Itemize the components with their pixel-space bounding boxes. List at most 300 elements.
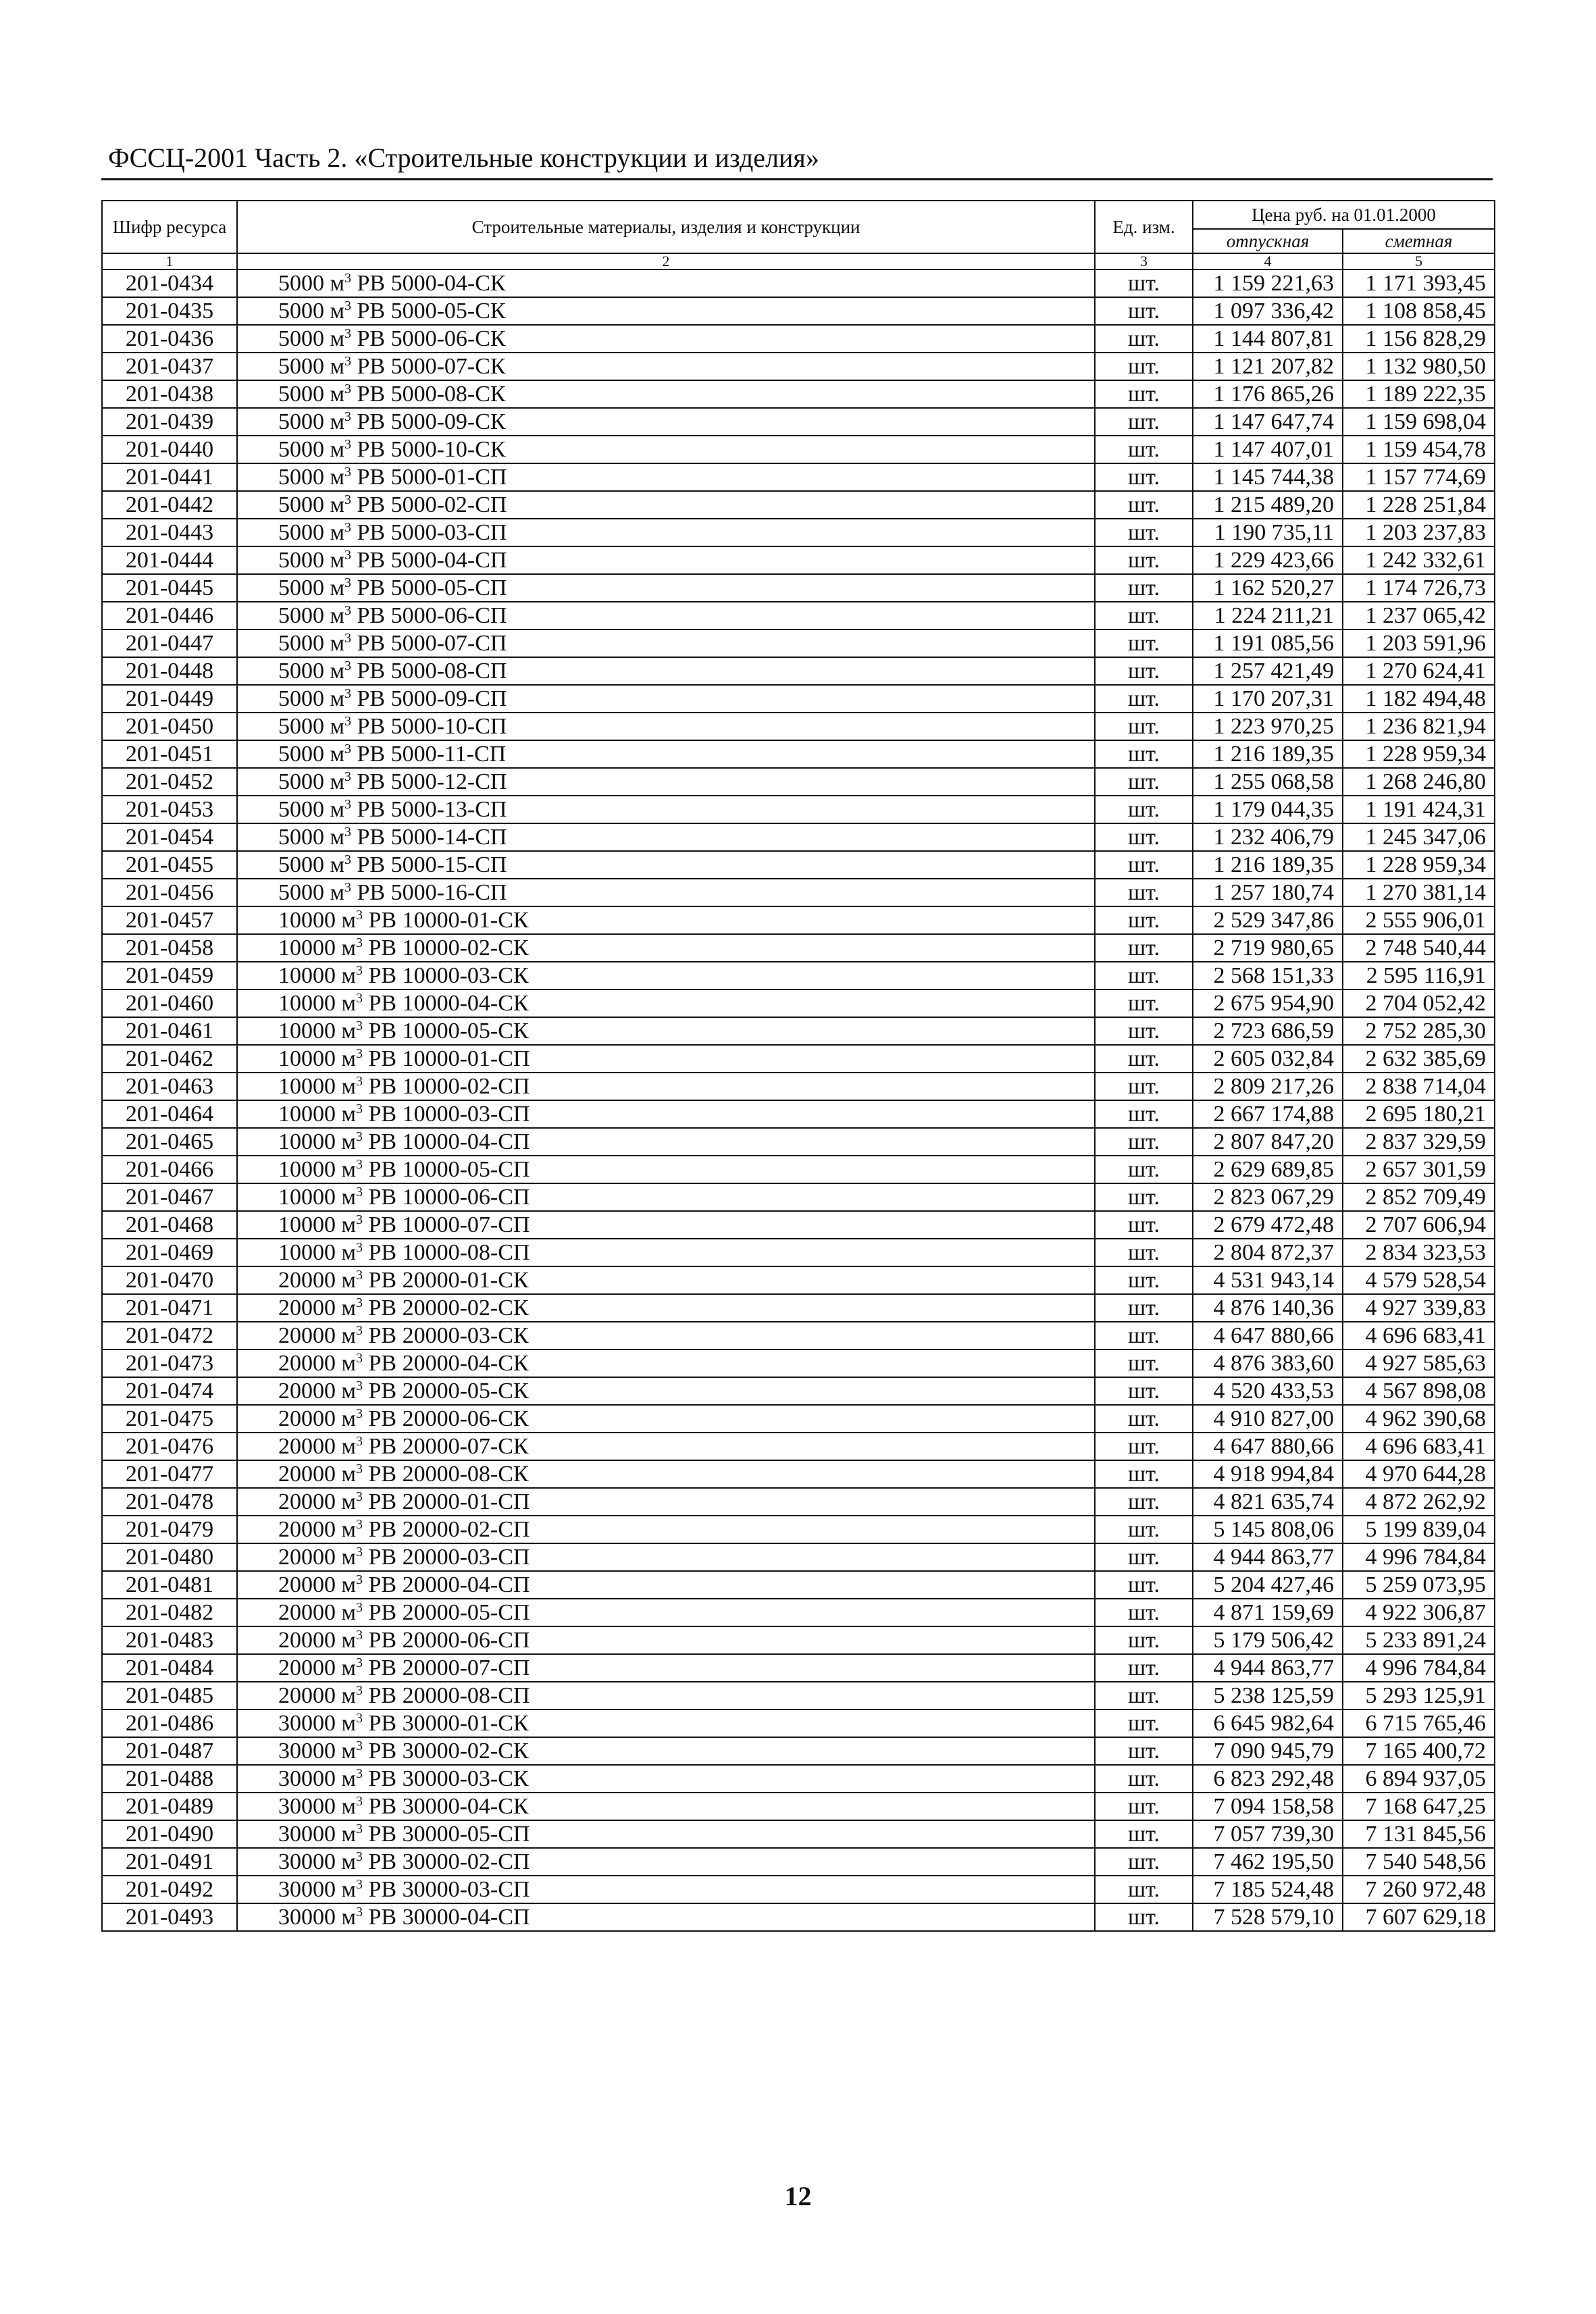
- resource-code: 201-0471: [102, 1294, 237, 1322]
- material-name: [237, 1599, 1095, 1626]
- table-row: [102, 491, 1495, 519]
- material-model: РВ 10000-05-СК: [363, 1018, 529, 1044]
- unit-of-measure: шт.: [1095, 1765, 1193, 1793]
- table-row: [102, 1045, 1495, 1073]
- resource-code: 201-0452: [102, 768, 237, 796]
- material-name: [237, 879, 1095, 906]
- table-row: [102, 1488, 1495, 1516]
- table-row: [102, 1183, 1495, 1211]
- price-estimate: 2 704 052,42: [1343, 989, 1495, 1017]
- material-volume: 20000 м: [278, 1267, 357, 1293]
- resource-code: 201-0489: [102, 1793, 237, 1820]
- table-row: [102, 1211, 1495, 1239]
- unit-of-measure: шт.: [1095, 1903, 1193, 1931]
- material-name: [237, 1654, 1095, 1682]
- price-estimate: 1 228 959,34: [1343, 740, 1495, 768]
- material-volume: 20000 м: [278, 1516, 357, 1542]
- material-name: [237, 740, 1095, 768]
- price-release: 2 723 686,59: [1193, 1017, 1343, 1045]
- unit-of-measure: шт.: [1095, 823, 1193, 851]
- material-name: [237, 629, 1095, 657]
- table-row: [102, 1654, 1495, 1682]
- table-row: [102, 1100, 1495, 1128]
- table-row: [102, 1516, 1495, 1543]
- material-volume: 20000 м: [278, 1406, 357, 1431]
- table-row: [102, 1460, 1495, 1488]
- price-release: 4 647 880,66: [1193, 1322, 1343, 1349]
- col-number: 3: [1095, 253, 1193, 269]
- material-volume: 30000 м: [278, 1793, 357, 1819]
- unit-of-measure: шт.: [1095, 380, 1193, 408]
- price-release: 7 090 945,79: [1193, 1737, 1343, 1765]
- resource-code: 201-0449: [102, 685, 237, 713]
- table-row: [102, 740, 1495, 768]
- table-row: [102, 1820, 1495, 1848]
- unit-of-measure: шт.: [1095, 1211, 1193, 1239]
- material-name: [237, 491, 1095, 519]
- price-release: 5 204 427,46: [1193, 1571, 1343, 1599]
- material-name: [237, 1322, 1095, 1349]
- resource-code: 201-0486: [102, 1709, 237, 1737]
- material-model: РВ 5000-10-СК: [351, 436, 506, 462]
- material-volume: 30000 м: [278, 1821, 357, 1847]
- material-name: [237, 1211, 1095, 1239]
- table-row: [102, 1848, 1495, 1876]
- price-estimate: 1 189 222,35: [1343, 380, 1495, 408]
- price-release: 2 804 872,37: [1193, 1239, 1343, 1266]
- material-volume: 5000 м: [278, 879, 345, 905]
- table-row: [102, 1349, 1495, 1377]
- material-volume: 20000 м: [278, 1433, 357, 1459]
- unit-exponent: 3: [356, 935, 363, 950]
- material-name: [237, 436, 1095, 463]
- resource-code: 201-0442: [102, 491, 237, 519]
- material-name: [237, 906, 1095, 934]
- material-name: [237, 1377, 1095, 1405]
- material-name: [237, 1765, 1095, 1793]
- unit-exponent: 3: [356, 1821, 363, 1836]
- table-row: [102, 657, 1495, 685]
- price-release: 2 675 954,90: [1193, 989, 1343, 1017]
- unit-of-measure: шт.: [1095, 740, 1193, 768]
- material-model: РВ 30000-04-СП: [363, 1904, 530, 1930]
- table-row: [102, 546, 1495, 574]
- unit-exponent: 3: [356, 1738, 363, 1753]
- unit-of-measure: шт.: [1095, 1128, 1193, 1156]
- material-name: [237, 1571, 1095, 1599]
- price-release: 1 232 406,79: [1193, 823, 1343, 851]
- material-model: РВ 20000-07-СП: [363, 1655, 530, 1680]
- table-row: [102, 1377, 1495, 1405]
- material-model: РВ 5000-11-СП: [351, 741, 507, 767]
- material-volume: 30000 м: [278, 1738, 357, 1764]
- table-row: [102, 1737, 1495, 1765]
- price-estimate: 4 579 528,54: [1343, 1266, 1495, 1294]
- material-volume: 5000 м: [278, 602, 345, 628]
- material-volume: 20000 м: [278, 1655, 357, 1680]
- unit-of-measure: шт.: [1095, 1266, 1193, 1294]
- col-number: 4: [1193, 253, 1343, 269]
- price-estimate: 7 165 400,72: [1343, 1737, 1495, 1765]
- material-volume: 5000 м: [278, 492, 345, 517]
- material-model: РВ 10000-04-СП: [363, 1129, 530, 1154]
- unit-of-measure: шт.: [1095, 1045, 1193, 1073]
- material-model: РВ 10000-02-СК: [363, 935, 529, 960]
- price-estimate: 5 199 839,04: [1343, 1516, 1495, 1543]
- unit-of-measure: шт.: [1095, 713, 1193, 740]
- unit-of-measure: шт.: [1095, 1626, 1193, 1654]
- table-row: [102, 989, 1495, 1017]
- material-name: [237, 768, 1095, 796]
- price-release: 2 667 174,88: [1193, 1100, 1343, 1128]
- material-volume: 5000 м: [278, 824, 345, 850]
- price-estimate: 4 696 683,41: [1343, 1433, 1495, 1460]
- material-name: [237, 1460, 1095, 1488]
- unit-of-measure: шт.: [1095, 1433, 1193, 1460]
- unit-exponent: 3: [344, 436, 352, 452]
- resource-code: 201-0446: [102, 602, 237, 629]
- col-header-name: Строительные материалы, изделия и конструкции: [237, 201, 1095, 253]
- material-name: [237, 1100, 1095, 1128]
- unit-exponent: 3: [356, 1876, 363, 1892]
- unit-of-measure: шт.: [1095, 1017, 1193, 1045]
- material-volume: 5000 м: [278, 852, 345, 877]
- price-release: 4 910 827,00: [1193, 1405, 1343, 1433]
- material-model: РВ 5000-05-СП: [351, 575, 507, 600]
- price-release: 4 918 994,84: [1193, 1460, 1343, 1488]
- unit-of-measure: шт.: [1095, 1543, 1193, 1571]
- resource-code: 201-0450: [102, 713, 237, 740]
- material-name: [237, 1349, 1095, 1377]
- price-release: 4 647 880,66: [1193, 1433, 1343, 1460]
- price-estimate: 4 996 784,84: [1343, 1543, 1495, 1571]
- material-name: [237, 380, 1095, 408]
- unit-of-measure: шт.: [1095, 1682, 1193, 1709]
- unit-exponent: 3: [344, 879, 352, 895]
- resource-code: 201-0482: [102, 1599, 237, 1626]
- unit-exponent: 3: [356, 1156, 363, 1172]
- unit-exponent: 3: [344, 741, 352, 756]
- price-release: 4 531 943,14: [1193, 1266, 1343, 1294]
- table-row: [102, 1294, 1495, 1322]
- material-name: [237, 1737, 1095, 1765]
- table-row: [102, 436, 1495, 463]
- unit-of-measure: шт.: [1095, 269, 1193, 297]
- price-estimate: 1 245 347,06: [1343, 823, 1495, 851]
- material-name: [237, 1433, 1095, 1460]
- material-name: [237, 325, 1095, 353]
- material-model: РВ 30000-03-СП: [363, 1876, 530, 1902]
- material-volume: 20000 м: [278, 1599, 357, 1625]
- unit-of-measure: шт.: [1095, 1349, 1193, 1377]
- resource-code: 201-0485: [102, 1682, 237, 1709]
- material-name: [237, 602, 1095, 629]
- material-volume: 5000 м: [278, 796, 345, 822]
- price-release: 2 679 472,48: [1193, 1211, 1343, 1239]
- material-volume: 5000 м: [278, 686, 345, 711]
- unit-of-measure: шт.: [1095, 1876, 1193, 1903]
- material-volume: 20000 м: [278, 1378, 357, 1404]
- price-release: 4 876 140,36: [1193, 1294, 1343, 1322]
- material-name: [237, 1876, 1095, 1903]
- material-name: [237, 1793, 1095, 1820]
- table-row: [102, 796, 1495, 823]
- material-model: РВ 20000-02-СК: [363, 1295, 529, 1320]
- material-volume: 5000 м: [278, 519, 345, 545]
- material-name: [237, 1543, 1095, 1571]
- table-row: [102, 380, 1495, 408]
- material-volume: 10000 м: [278, 1018, 357, 1044]
- resource-code: 201-0493: [102, 1903, 237, 1931]
- table-row: [102, 1626, 1495, 1654]
- material-name: [237, 989, 1095, 1017]
- material-name: [237, 934, 1095, 962]
- material-model: РВ 10000-02-СП: [363, 1073, 530, 1099]
- resource-code: 201-0492: [102, 1876, 237, 1903]
- price-estimate: 4 970 644,28: [1343, 1460, 1495, 1488]
- material-name: [237, 1294, 1095, 1322]
- resource-code: 201-0448: [102, 657, 237, 685]
- price-release: 2 807 847,20: [1193, 1128, 1343, 1156]
- price-estimate: 1 132 980,50: [1343, 353, 1495, 380]
- price-estimate: 1 159 698,04: [1343, 408, 1495, 436]
- material-name: [237, 1820, 1095, 1848]
- unit-exponent: 3: [344, 713, 352, 729]
- material-model: РВ 5000-04-СП: [351, 547, 507, 573]
- unit-exponent: 3: [356, 1184, 363, 1200]
- material-volume: 20000 м: [278, 1295, 357, 1320]
- material-volume: 10000 м: [278, 1101, 357, 1127]
- material-model: РВ 5000-14-СП: [351, 824, 507, 850]
- resource-code: 201-0441: [102, 463, 237, 491]
- unit-exponent: 3: [356, 1599, 363, 1615]
- unit-of-measure: шт.: [1095, 879, 1193, 906]
- material-name: [237, 1073, 1095, 1100]
- unit-exponent: 3: [356, 1904, 363, 1920]
- price-estimate: 4 567 898,08: [1343, 1377, 1495, 1405]
- price-release: 2 719 980,65: [1193, 934, 1343, 962]
- unit-exponent: 3: [344, 686, 352, 701]
- resource-code: 201-0451: [102, 740, 237, 768]
- unit-exponent: 3: [344, 852, 352, 867]
- unit-of-measure: шт.: [1095, 546, 1193, 574]
- material-model: РВ 5000-03-СП: [351, 519, 507, 545]
- table-row: [102, 1765, 1495, 1793]
- table-row: [102, 408, 1495, 436]
- price-release: 1 257 180,74: [1193, 879, 1343, 906]
- material-model: РВ 20000-01-СК: [363, 1267, 529, 1293]
- price-estimate: 1 182 494,48: [1343, 685, 1495, 713]
- price-estimate: 1 203 591,96: [1343, 629, 1495, 657]
- material-volume: 10000 м: [278, 962, 357, 988]
- unit-exponent: 3: [356, 1378, 363, 1393]
- price-estimate: 7 131 845,56: [1343, 1820, 1495, 1848]
- price-release: 4 944 863,77: [1193, 1654, 1343, 1682]
- material-name: [237, 1128, 1095, 1156]
- material-volume: 30000 м: [278, 1876, 357, 1902]
- unit-of-measure: шт.: [1095, 1100, 1193, 1128]
- table-row: [102, 1128, 1495, 1156]
- material-volume: 5000 м: [278, 464, 345, 490]
- price-release: 1 216 189,35: [1193, 740, 1343, 768]
- unit-exponent: 3: [344, 575, 352, 590]
- material-volume: 5000 м: [278, 575, 345, 600]
- resource-code: 201-0466: [102, 1156, 237, 1183]
- price-estimate: 4 927 585,63: [1343, 1349, 1495, 1377]
- unit-exponent: 3: [344, 270, 352, 286]
- price-release: 1 162 520,27: [1193, 574, 1343, 602]
- unit-exponent: 3: [356, 1433, 363, 1449]
- material-name: [237, 1017, 1095, 1045]
- resource-code: 201-0468: [102, 1211, 237, 1239]
- price-release: 1 229 423,66: [1193, 546, 1343, 574]
- unit-exponent: 3: [356, 1627, 363, 1643]
- material-model: РВ 20000-03-СК: [363, 1322, 529, 1348]
- unit-of-measure: шт.: [1095, 436, 1193, 463]
- material-volume: 5000 м: [278, 409, 345, 434]
- col-number: 2: [237, 253, 1095, 269]
- material-model: РВ 5000-15-СП: [351, 852, 507, 877]
- material-name: [237, 297, 1095, 325]
- material-volume: 30000 м: [278, 1904, 357, 1930]
- unit-of-measure: шт.: [1095, 657, 1193, 685]
- unit-exponent: 3: [356, 1046, 363, 1061]
- material-model: РВ 20000-06-СП: [363, 1627, 530, 1653]
- material-volume: 20000 м: [278, 1322, 357, 1348]
- unit-of-measure: шт.: [1095, 1793, 1193, 1820]
- col-number: 5: [1343, 253, 1495, 269]
- price-release: 1 144 807,81: [1193, 325, 1343, 353]
- material-volume: 20000 м: [278, 1682, 357, 1708]
- unit-exponent: 3: [356, 1406, 363, 1421]
- price-release: 7 185 524,48: [1193, 1876, 1343, 1903]
- material-model: РВ 20000-02-СП: [363, 1516, 530, 1542]
- resource-code: 201-0438: [102, 380, 237, 408]
- material-model: РВ 5000-10-СП: [351, 713, 507, 739]
- resource-code: 201-0490: [102, 1820, 237, 1848]
- price-estimate: 2 555 906,01: [1343, 906, 1495, 934]
- unit-of-measure: шт.: [1095, 1405, 1193, 1433]
- price-release: 1 216 189,35: [1193, 851, 1343, 879]
- material-volume: 5000 м: [278, 741, 345, 767]
- unit-exponent: 3: [344, 630, 352, 646]
- material-volume: 20000 м: [278, 1350, 357, 1376]
- material-model: РВ 30000-02-СП: [363, 1849, 530, 1874]
- resource-code: 201-0474: [102, 1377, 237, 1405]
- price-estimate: 1 157 774,69: [1343, 463, 1495, 491]
- material-name: [237, 353, 1095, 380]
- unit-of-measure: шт.: [1095, 297, 1193, 325]
- material-volume: 30000 м: [278, 1710, 357, 1736]
- price-estimate: 7 540 548,56: [1343, 1848, 1495, 1876]
- unit-of-measure: шт.: [1095, 574, 1193, 602]
- price-estimate: 1 108 858,45: [1343, 297, 1495, 325]
- unit-exponent: 3: [356, 1212, 363, 1227]
- table-row: [102, 353, 1495, 380]
- unit-exponent: 3: [356, 1793, 363, 1809]
- material-volume: 5000 м: [278, 298, 345, 324]
- unit-of-measure: шт.: [1095, 1322, 1193, 1349]
- price-estimate: 2 632 385,69: [1343, 1045, 1495, 1073]
- table-row: [102, 906, 1495, 934]
- unit-of-measure: шт.: [1095, 1377, 1193, 1405]
- table-row: [102, 1571, 1495, 1599]
- material-name: [237, 1516, 1095, 1543]
- price-release: 6 645 982,64: [1193, 1709, 1343, 1737]
- resource-code: 201-0456: [102, 879, 237, 906]
- unit-of-measure: шт.: [1095, 989, 1193, 1017]
- unit-exponent: 3: [356, 1682, 363, 1698]
- resource-code: 201-0435: [102, 297, 237, 325]
- price-estimate: 2 707 606,94: [1343, 1211, 1495, 1239]
- resource-code: 201-0488: [102, 1765, 237, 1793]
- material-name: [237, 851, 1095, 879]
- price-release: 1 176 865,26: [1193, 380, 1343, 408]
- table-row: [102, 1682, 1495, 1709]
- unit-exponent: 3: [356, 1101, 363, 1116]
- price-release: 5 238 125,59: [1193, 1682, 1343, 1709]
- resource-code: 201-0437: [102, 353, 237, 380]
- material-volume: 30000 м: [278, 1766, 357, 1791]
- resource-code: 201-0465: [102, 1128, 237, 1156]
- price-estimate: 2 838 714,04: [1343, 1073, 1495, 1100]
- unit-exponent: 3: [344, 492, 352, 507]
- material-model: РВ 5000-02-СП: [351, 492, 507, 517]
- price-release: 4 821 635,74: [1193, 1488, 1343, 1516]
- table-row: [102, 879, 1495, 906]
- price-release: 5 145 808,06: [1193, 1516, 1343, 1543]
- unit-of-measure: шт.: [1095, 1709, 1193, 1737]
- price-release: 2 605 032,84: [1193, 1045, 1343, 1073]
- material-volume: 5000 м: [278, 381, 345, 407]
- material-model: РВ 5000-01-СП: [351, 464, 507, 490]
- material-volume: 20000 м: [278, 1544, 357, 1570]
- unit-exponent: 3: [344, 602, 352, 618]
- unit-exponent: 3: [356, 1544, 363, 1560]
- price-estimate: 4 962 390,68: [1343, 1405, 1495, 1433]
- price-release: 4 871 159,69: [1193, 1599, 1343, 1626]
- material-model: РВ 10000-04-СК: [363, 990, 529, 1016]
- material-name: [237, 1405, 1095, 1433]
- resource-code: 201-0457: [102, 906, 237, 934]
- unit-exponent: 3: [356, 1322, 363, 1338]
- resource-code: 201-0453: [102, 796, 237, 823]
- unit-exponent: 3: [356, 1073, 363, 1089]
- material-volume: 20000 м: [278, 1572, 357, 1597]
- unit-exponent: 3: [356, 1018, 363, 1033]
- unit-exponent: 3: [344, 796, 352, 812]
- material-model: РВ 5000-06-СК: [351, 326, 506, 351]
- unit-of-measure: шт.: [1095, 1488, 1193, 1516]
- price-estimate: 6 715 765,46: [1343, 1709, 1495, 1737]
- table-row: [102, 1903, 1495, 1931]
- material-name: [237, 1183, 1095, 1211]
- price-estimate: 1 159 454,78: [1343, 436, 1495, 463]
- table-row: [102, 1599, 1495, 1626]
- resource-code: 201-0487: [102, 1737, 237, 1765]
- price-release: 1 215 489,20: [1193, 491, 1343, 519]
- table-body: [102, 269, 1495, 1931]
- price-release: 1 257 421,49: [1193, 657, 1343, 685]
- price-estimate: 4 922 306,87: [1343, 1599, 1495, 1626]
- material-name: [237, 1156, 1095, 1183]
- unit-exponent: 3: [356, 1350, 363, 1366]
- material-model: РВ 10000-06-СП: [363, 1184, 530, 1210]
- price-estimate: 7 260 972,48: [1343, 1876, 1495, 1903]
- material-name: [237, 1903, 1095, 1931]
- price-estimate: 1 236 821,94: [1343, 713, 1495, 740]
- table-row: [102, 934, 1495, 962]
